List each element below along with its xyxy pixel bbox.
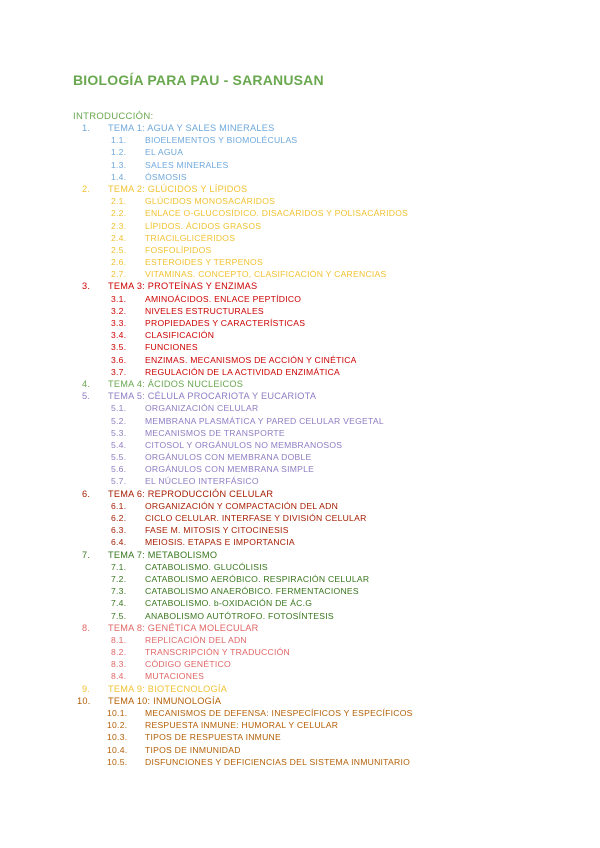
toc-subtopic[interactable]	[0, 512, 600, 524]
subtopic-label: MEIOSIS. ETAPAS E IMPORTANCIA	[145, 537, 295, 548]
toc-subtopic[interactable]	[0, 341, 600, 353]
toc-subtopic[interactable]	[0, 244, 600, 256]
toc-subtopic[interactable]	[0, 146, 600, 158]
toc-subtopic[interactable]	[0, 500, 600, 512]
toc-subtopic[interactable]	[0, 475, 600, 487]
toc-subtopic[interactable]	[0, 610, 600, 622]
subtopic-label: ENZIMAS. MECANISMOS DE ACCIÓN Y CINÉTICA	[145, 354, 357, 365]
subtopic-number: 7.4.	[111, 598, 127, 609]
toc-topic[interactable]	[0, 549, 600, 561]
subtopic-label: FASE M. MITOSIS Y CITOCINESIS	[145, 525, 289, 536]
toc-topic[interactable]	[0, 183, 600, 195]
toc-topic[interactable]	[0, 390, 600, 402]
toc-subtopic[interactable]	[0, 305, 600, 317]
subtopic-number: 3.1.	[111, 293, 127, 304]
toc-subtopic[interactable]	[0, 159, 600, 171]
toc-topic[interactable]	[0, 683, 600, 695]
subtopic-label: TRANSCRIPCIÓN Y TRADUCCIÓN	[145, 647, 290, 658]
subtopic-label: CÓDIGO GENÉTICO	[145, 659, 231, 670]
toc-subtopic[interactable]	[0, 427, 600, 439]
subtopic-number: 5.5.	[111, 452, 127, 463]
toc-subtopic[interactable]	[0, 232, 600, 244]
subtopic-label: REGULACIÓN DE LA ACTIVIDAD ENZIMÁTICA	[145, 366, 341, 377]
toc-subtopic[interactable]	[0, 463, 600, 475]
subtopic-label: BIOELEMENTOS Y BIOMOLÉCULAS	[145, 135, 298, 146]
subtopic-number: 2.3.	[111, 220, 127, 231]
topic-label: TEMA 8: GENÉTICA MOLECULAR	[108, 622, 259, 633]
subtopic-label: MECANISMOS DE DEFENSA: INESPECÍFICOS Y ESPECÍFICOS	[145, 708, 413, 718]
subtopic-number: 5.1.	[111, 403, 127, 414]
subtopic-number: 8.4.	[111, 671, 127, 682]
toc-subtopic[interactable]	[0, 707, 600, 719]
toc-subtopic[interactable]	[0, 256, 600, 268]
subtopic-label: TIPOS DE RESPUESTA INMUNE	[145, 732, 281, 743]
toc-subtopic[interactable]	[0, 756, 600, 768]
subtopic-number: 5.2.	[111, 415, 127, 426]
toc-topic[interactable]	[0, 622, 600, 634]
subtopic-label: VITAMINAS. CONCEPTO, CLASIFICACIÓN Y CARENCIAS	[145, 269, 387, 280]
subtopic-number: 10.4.	[107, 744, 128, 755]
toc-subtopic[interactable]	[0, 573, 600, 585]
subtopic-number: 2.5.	[111, 244, 127, 255]
subtopic-number: 6.2.	[111, 513, 127, 523]
subtopic-label: MEMBRANA PLASMÁTICA Y PARED CELULAR VEGETAL	[145, 415, 384, 426]
subtopic-label: CICLO CELULAR. INTERFASE Y DIVISIÓN CELULAR	[145, 513, 367, 523]
subtopic-number: 10.5.	[107, 756, 128, 767]
subtopic-number: 7.5.	[111, 610, 127, 621]
subtopic-number: 10.3.	[107, 732, 128, 743]
toc-subtopic[interactable]	[0, 366, 600, 378]
subtopic-label: TRIACILGLICÉRIDOS	[145, 232, 236, 243]
subtopic-number: 3.3.	[111, 318, 127, 328]
subtopic-number: 10.2.	[107, 720, 128, 731]
subtopic-label: EL NÚCLEO INTERFÁSICO	[145, 476, 259, 487]
topic-number: 6.	[82, 488, 91, 499]
topic-number: 7.	[82, 549, 91, 560]
subtopic-number: 1.1.	[111, 135, 127, 146]
subtopic-label: RESPUESTA INMUNE: HUMORAL Y CELULAR	[145, 720, 339, 731]
subtopic-label: CATABOLISMO AERÓBICO. RESPIRACIÓN CELULAR	[145, 573, 370, 584]
toc-subtopic[interactable]	[0, 536, 600, 548]
subtopic-number: 3.7.	[111, 366, 127, 377]
toc-subtopic[interactable]	[0, 220, 600, 232]
subtopic-number: 1.3.	[111, 159, 127, 170]
subtopic-label: SALES MINERALES	[145, 159, 229, 170]
toc-subtopic[interactable]	[0, 561, 600, 573]
subtopic-number: 1.2.	[111, 147, 127, 158]
subtopic-number: 3.4.	[111, 330, 127, 341]
topic-label: TEMA 5: CÉLULA PROCARIOTA Y EUCARIOTA	[108, 391, 317, 402]
subtopic-number: 5.3.	[111, 427, 127, 438]
subtopic-label: CATABOLISMO ANAERÓBICO. FERMENTACIONES	[145, 586, 359, 597]
toc-subtopic[interactable]	[0, 317, 600, 329]
subtopic-label: ANABOLISMO AUTÓTROFO. FOTOSÍNTESIS	[145, 610, 334, 621]
toc-subtopic[interactable]	[0, 354, 600, 366]
subtopic-label: ORGANIZACIÓN CELULAR	[145, 403, 259, 414]
toc-subtopic[interactable]	[0, 402, 600, 414]
subtopic-number: 10.1.	[107, 708, 128, 718]
toc-subtopic[interactable]	[0, 171, 600, 183]
subtopic-label: CITOSOL Y ORGÁNULOS NO MEMBRANOSOS	[145, 439, 343, 450]
subtopic-number: 2.4.	[111, 232, 127, 243]
topic-label: TEMA 7: METABOLISMO	[108, 549, 218, 560]
topic-number: 5.	[82, 391, 91, 402]
subtopic-label: PROPIEDADES Y CARACTERÍSTICAS	[145, 318, 306, 328]
subtopic-label: TIPOS DE INMUNIDAD	[145, 744, 241, 755]
toc-topic[interactable]	[0, 488, 600, 500]
toc-topic[interactable]	[0, 280, 600, 292]
subtopic-number: 2.6.	[111, 257, 127, 268]
toc-topic[interactable]	[0, 695, 600, 707]
toc-subtopic[interactable]	[0, 268, 600, 280]
subtopic-number: 6.4.	[111, 537, 127, 548]
topic-label: TEMA 2: GLÚCIDOS Y LÍPIDOS	[108, 183, 248, 194]
toc-subtopic[interactable]	[0, 439, 600, 451]
toc-topic[interactable]	[0, 122, 600, 134]
toc-subtopic[interactable]	[0, 719, 600, 731]
toc-subtopic[interactable]	[0, 451, 600, 463]
toc-subtopic[interactable]	[0, 634, 600, 646]
subtopic-label: MECANISMOS DE TRANSPORTE	[145, 427, 285, 438]
subtopic-label: ENLACE O-GLUCOSÍDICO. DISACÁRIDOS Y POLISACÁRIDOS	[145, 208, 409, 219]
subtopic-label: FUNCIONES	[145, 342, 198, 353]
subtopic-number: 7.3.	[111, 586, 127, 597]
subtopic-number: 3.5.	[111, 342, 127, 353]
subtopic-number: 8.1.	[111, 634, 127, 645]
topic-number: 10.	[77, 695, 91, 706]
subtopic-label: LÍPIDOS. ÁCIDOS GRASOS	[145, 220, 262, 231]
topic-number: 9.	[82, 683, 91, 694]
subtopic-label: NIVELES ESTRUCTURALES	[145, 305, 264, 316]
subtopic-number: 5.6.	[111, 464, 127, 475]
subtopic-label: GLÚCIDOS MONOSACÁRIDOS	[145, 196, 276, 207]
topic-number: 8.	[82, 622, 91, 633]
toc-subtopic[interactable]	[0, 646, 600, 658]
subtopic-number: 2.7.	[111, 269, 127, 280]
topic-label: TEMA 4: ÁCIDOS NUCLEICOS	[108, 378, 244, 389]
subtopic-label: EL AGUA	[145, 147, 184, 158]
topic-number: 4.	[82, 378, 91, 389]
subtopic-label: ÓSMOSIS	[145, 171, 187, 182]
subtopic-number: 3.6.	[111, 354, 127, 365]
subtopic-number: 7.2.	[111, 573, 127, 584]
toc-subtopic[interactable]	[0, 415, 600, 427]
toc-subtopic[interactable]	[0, 731, 600, 743]
topic-number: 1.	[82, 123, 91, 133]
topic-label: TEMA 9: BIOTECNOLOGÍA	[108, 683, 228, 694]
subtopic-number: 1.4.	[111, 171, 127, 182]
toc-subtopic[interactable]	[0, 597, 600, 609]
document-title: BIOLOGÍA PARA PAU - SARANUSAN	[73, 72, 324, 88]
subtopic-number: 3.2.	[111, 305, 127, 316]
toc-subtopic[interactable]	[0, 293, 600, 305]
topic-number: 3.	[82, 281, 91, 292]
subtopic-label: MUTACIONES	[145, 671, 205, 682]
subtopic-label: CATABOLISMO. GLUCÓLISIS	[145, 561, 268, 572]
toc-topic[interactable]	[0, 378, 600, 390]
topic-label: TEMA 6: REPRODUCCIÓN CELULAR	[108, 488, 274, 499]
subtopic-label: ESTEROIDES Y TERPENOS	[145, 257, 263, 268]
subtopic-label: ORGANIZACIÓN Y COMPACTACIÓN DEL ADN	[145, 500, 339, 511]
toc-subtopic[interactable]	[0, 670, 600, 682]
subtopic-label: AMINOÁCIDOS. ENLACE PEPTÍDICO	[145, 293, 302, 304]
toc-subtopic[interactable]	[0, 134, 600, 146]
subtopic-number: 8.3.	[111, 659, 127, 670]
subtopic-number: 6.1.	[111, 500, 127, 511]
intro-heading: INTRODUCCIÓN:	[73, 111, 154, 122]
topic-label: TEMA 10: INMUNOLOGÍA	[108, 695, 222, 706]
subtopic-label: CLASIFICACIÓN	[145, 330, 215, 341]
topic-label: TEMA 1: AGUA Y SALES MINERALES	[108, 123, 275, 133]
subtopic-number: 2.2.	[111, 208, 127, 219]
topic-number: 2.	[82, 183, 91, 194]
toc-subtopic[interactable]	[0, 524, 600, 536]
toc-subtopic[interactable]	[0, 744, 600, 756]
subtopic-number: 5.7.	[111, 476, 127, 487]
toc-subtopic[interactable]	[0, 658, 600, 670]
subtopic-number: 6.3.	[111, 525, 127, 536]
topic-label: TEMA 3: PROTEÍNAS Y ENZIMAS	[108, 281, 258, 292]
subtopic-label: ORGÁNULOS CON MEMBRANA DOBLE	[145, 452, 312, 463]
toc-subtopic[interactable]	[0, 195, 600, 207]
subtopic-label: REPLICACIÓN DEL ADN	[145, 634, 247, 645]
subtopic-label: ORGÁNULOS CON MEMBRANA SIMPLE	[145, 464, 315, 475]
subtopic-label: FOSFOLÍPIDOS	[145, 244, 212, 255]
toc-subtopic[interactable]	[0, 329, 600, 341]
toc-subtopic[interactable]	[0, 585, 600, 597]
subtopic-number: 2.1.	[111, 196, 127, 207]
toc-subtopic[interactable]	[0, 207, 600, 219]
subtopic-label: CATABOLISMO. b-OXIDACIÓN DE ÁC.G	[145, 598, 313, 609]
table-of-contents	[0, 122, 600, 768]
subtopic-number: 8.2.	[111, 647, 127, 658]
subtopic-number: 5.4.	[111, 439, 127, 450]
subtopic-number: 7.1.	[111, 561, 127, 572]
subtopic-label: DISFUNCIONES Y DEFICIENCIAS DEL SISTEMA INMUNITARIO	[145, 756, 411, 767]
